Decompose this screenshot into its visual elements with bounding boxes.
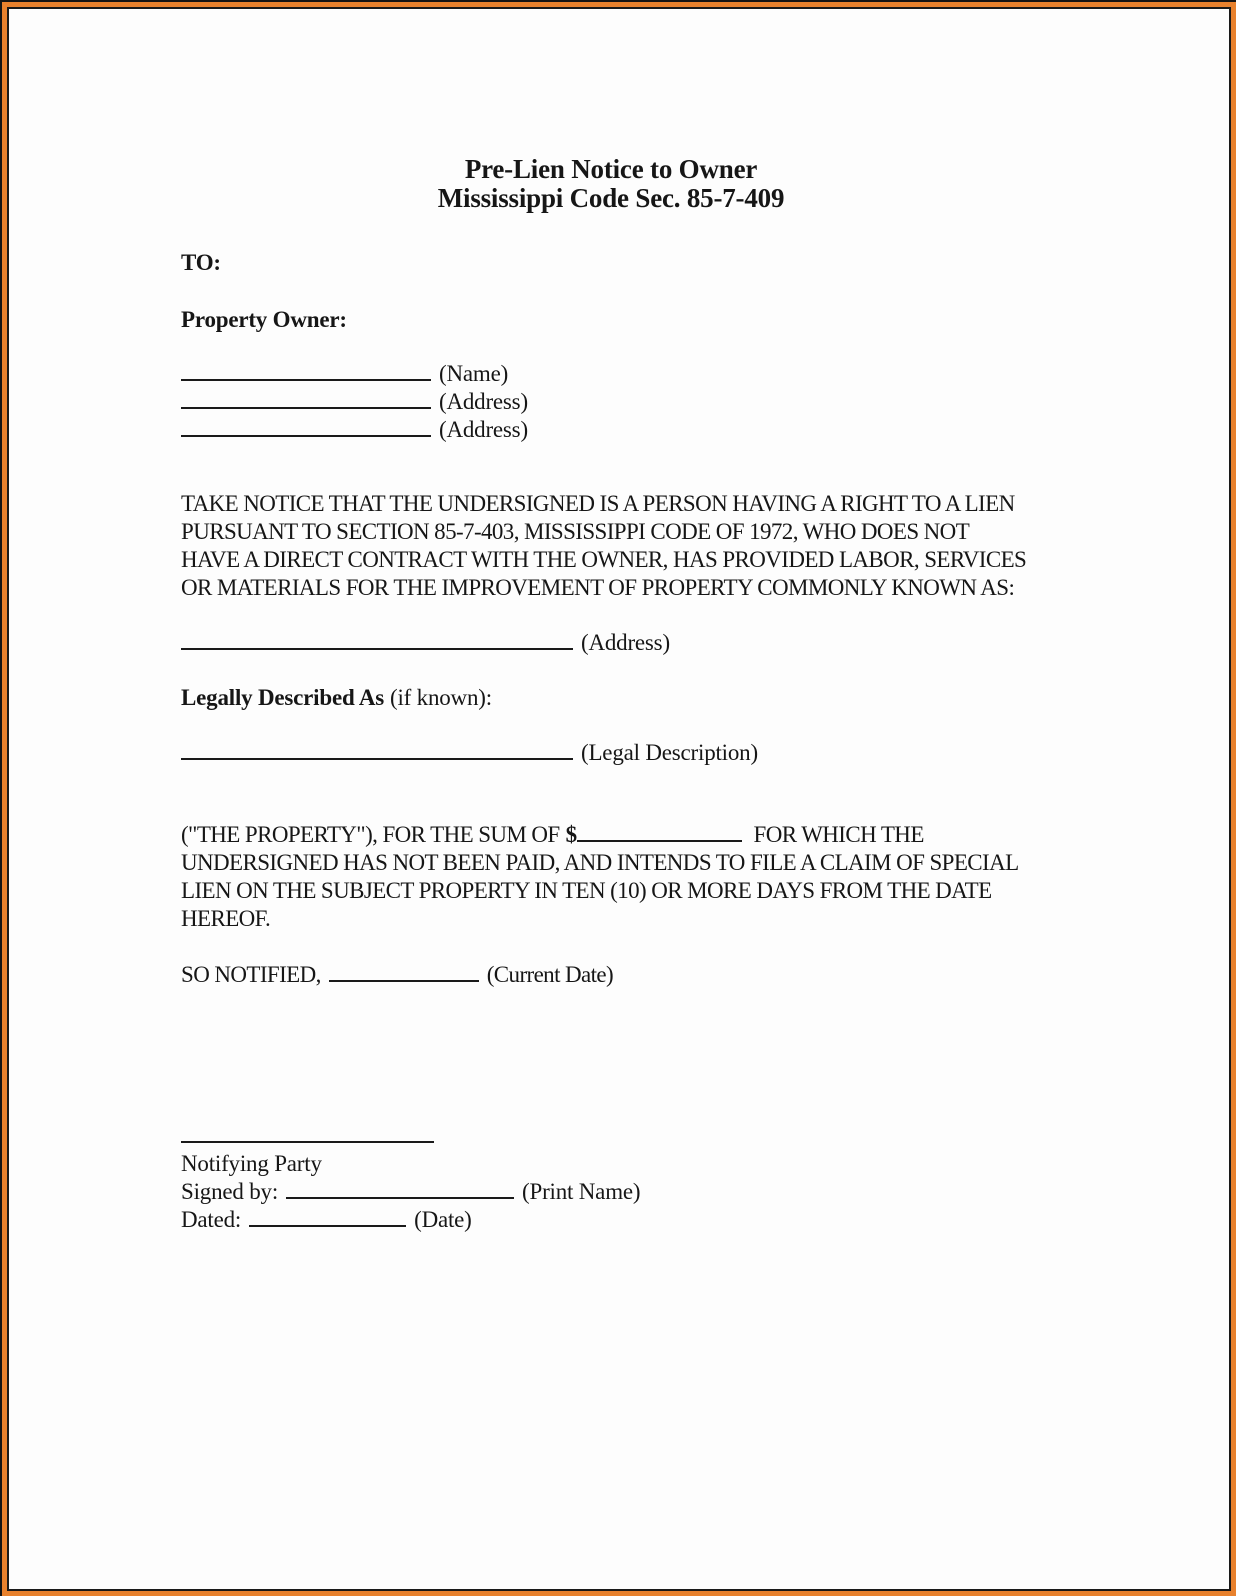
property-address-row — [181, 629, 1061, 657]
notice-line-1: TAKE NOTICE THAT THE UNDERSIGNED IS A PERSON HAVING A RIGHT TO A LIEN — [181, 491, 1015, 516]
date-label: (Date) — [414, 1207, 472, 1232]
sum-line-2: UNDERSIGNED HAS NOT BEEN PAID, AND INTENDS TO FILE A CLAIM OF SPECIAL — [181, 850, 1019, 875]
dated-blank[interactable] — [249, 1207, 406, 1227]
signature-block — [181, 1122, 1061, 1234]
amount-blank[interactable] — [577, 822, 742, 842]
signature-line-row — [181, 1122, 1061, 1150]
document-content — [181, 9, 1061, 1234]
signed-by-row — [181, 1178, 1061, 1206]
sum-line-3: LIEN ON THE SUBJECT PROPERTY IN TEN (10) OR MORE DAYS FROM THE DATE — [181, 878, 992, 903]
dollar-sign: $ — [565, 822, 577, 847]
owner-address2-blank[interactable] — [181, 417, 431, 437]
dated-label: Dated: — [181, 1207, 242, 1232]
title-line-1: Pre-Lien Notice to Owner — [464, 154, 758, 184]
sum-post-text: FOR WHICH THE — [753, 822, 924, 847]
notifying-party-label: Notifying Party — [181, 1151, 322, 1176]
to-label: TO: — [181, 250, 221, 275]
sum-pre-text: ("THE PROPERTY"), FOR THE SUM OF — [181, 822, 560, 847]
signed-by-label: Signed by: — [181, 1179, 279, 1204]
current-date-label: (Current Date) — [486, 962, 614, 987]
dated-row — [181, 1206, 1061, 1234]
legal-description-heading — [181, 684, 1061, 712]
legal-heading-bold: Legally Described As — [181, 685, 384, 710]
document-title — [181, 155, 1041, 213]
owner-fields — [181, 360, 1061, 444]
so-notified-row — [181, 961, 1061, 989]
page-border-frame — [2, 2, 1236, 1596]
notice-line-3: HAVE A DIRECT CONTRACT WITH THE OWNER, HAS PROVIDED LABOR, SERVICES — [181, 547, 1027, 572]
signed-by-blank[interactable] — [286, 1179, 514, 1199]
owner-address1-row — [181, 388, 1061, 416]
document-page — [7, 7, 1231, 1591]
property-address-blank[interactable] — [181, 630, 573, 650]
owner-address2-row — [181, 416, 1061, 444]
title-line-2: Mississippi Code Sec. 85-7-409 — [437, 183, 785, 213]
notice-line-4: OR MATERIALS FOR THE IMPROVEMENT OF PROPERTY COMMONLY KNOWN AS: — [181, 575, 1015, 600]
owner-address1-blank[interactable] — [181, 389, 431, 409]
owner-name-label: (Name) — [439, 361, 509, 386]
sum-paragraph — [181, 821, 1061, 933]
legal-description-blank[interactable] — [181, 740, 573, 760]
property-owner-label: Property Owner: — [181, 307, 347, 332]
signature-blank[interactable] — [181, 1123, 434, 1143]
legal-description-row — [181, 739, 1061, 767]
owner-name-blank[interactable] — [181, 361, 431, 381]
notice-line-2: PURSUANT TO SECTION 85-7-403, MISSISSIPPI CODE OF 1972, WHO DOES NOT — [181, 519, 970, 544]
property-address-label: (Address) — [581, 630, 670, 655]
legal-description-label: (Legal Description) — [581, 740, 758, 765]
owner-address2-label: (Address) — [439, 417, 528, 442]
sum-line-4: HEREOF. — [181, 906, 271, 931]
sum-line-1 — [181, 821, 1061, 849]
legal-heading-rest: (if known): — [390, 685, 492, 710]
notice-paragraph — [181, 490, 1061, 602]
print-name-label: (Print Name) — [522, 1179, 641, 1204]
so-notified-text: SO NOTIFIED, — [181, 962, 321, 987]
current-date-blank[interactable] — [329, 962, 479, 982]
owner-name-row — [181, 360, 1061, 388]
owner-address1-label: (Address) — [439, 389, 528, 414]
